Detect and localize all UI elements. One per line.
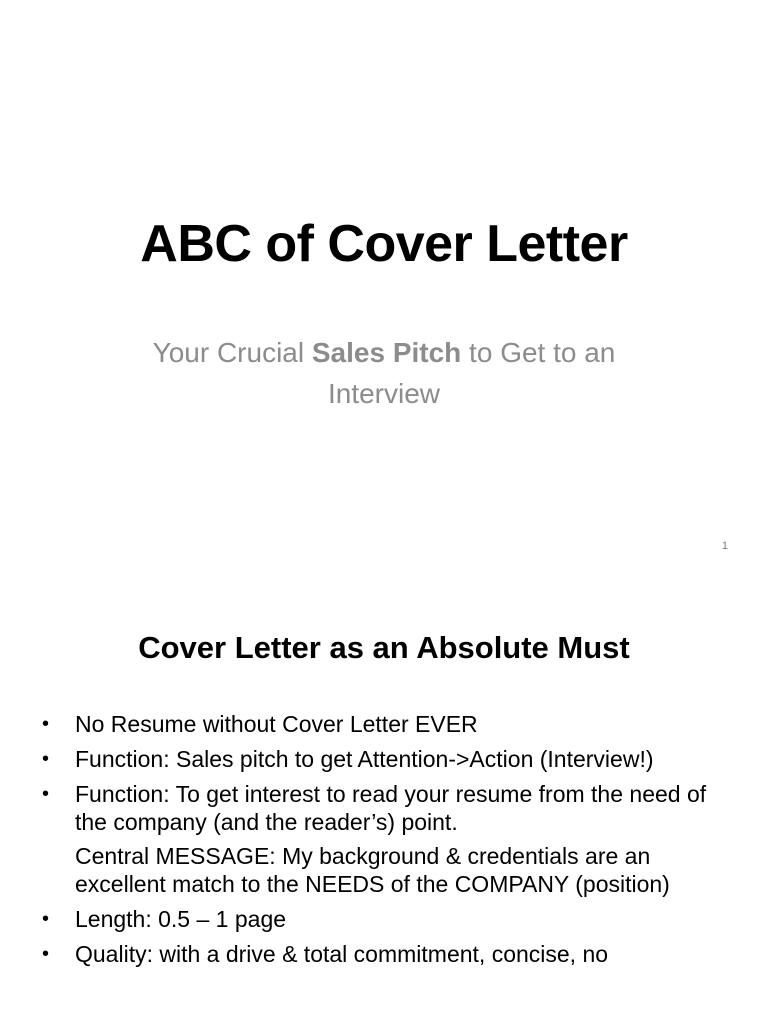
bullet-item [0, 905, 768, 933]
bullet-item [0, 745, 768, 773]
bullet-text: Quality: with a drive & total commitment, concise, no [75, 941, 609, 967]
slide-2 [0, 576, 768, 1024]
slide-title: Cover Letter as an Absolute Must [138, 630, 630, 665]
bullet-icon: • [42, 748, 50, 770]
subtitle-text-start: Your Crucial [152, 337, 312, 368]
bullet-item [0, 940, 768, 968]
bullet-text: Function: Sales pitch to get Attention->Action (Interview!) [75, 746, 654, 772]
subtitle-emphasis: Sales Pitch [311, 337, 462, 368]
bullet-text: No Resume without Cover Letter EVER [75, 711, 478, 737]
bullet-item [0, 710, 768, 738]
bullet-icon: • [42, 908, 50, 930]
bullet-icon: • [42, 783, 50, 805]
bullet-icon: • [42, 943, 50, 965]
bullet-list [0, 710, 768, 975]
page-number: 1 [721, 540, 728, 552]
subtitle-text-end: to Get to an Interview [327, 337, 616, 409]
bullet-icon: • [42, 713, 50, 735]
slide-title: ABC of Cover Letter [140, 215, 628, 273]
bullet-item [0, 780, 768, 898]
bullet-continuation: Central MESSAGE: My background & credentials are an excellent match to the NEEDS of the COMPANY (position) [75, 843, 670, 897]
bullet-text: Function: To get interest to read your resume from the need of the company (and the reader’s) point. [75, 781, 707, 835]
bullet-text: Length: 0.5 – 1 page [75, 906, 287, 932]
slide-subtitle [110, 332, 658, 414]
